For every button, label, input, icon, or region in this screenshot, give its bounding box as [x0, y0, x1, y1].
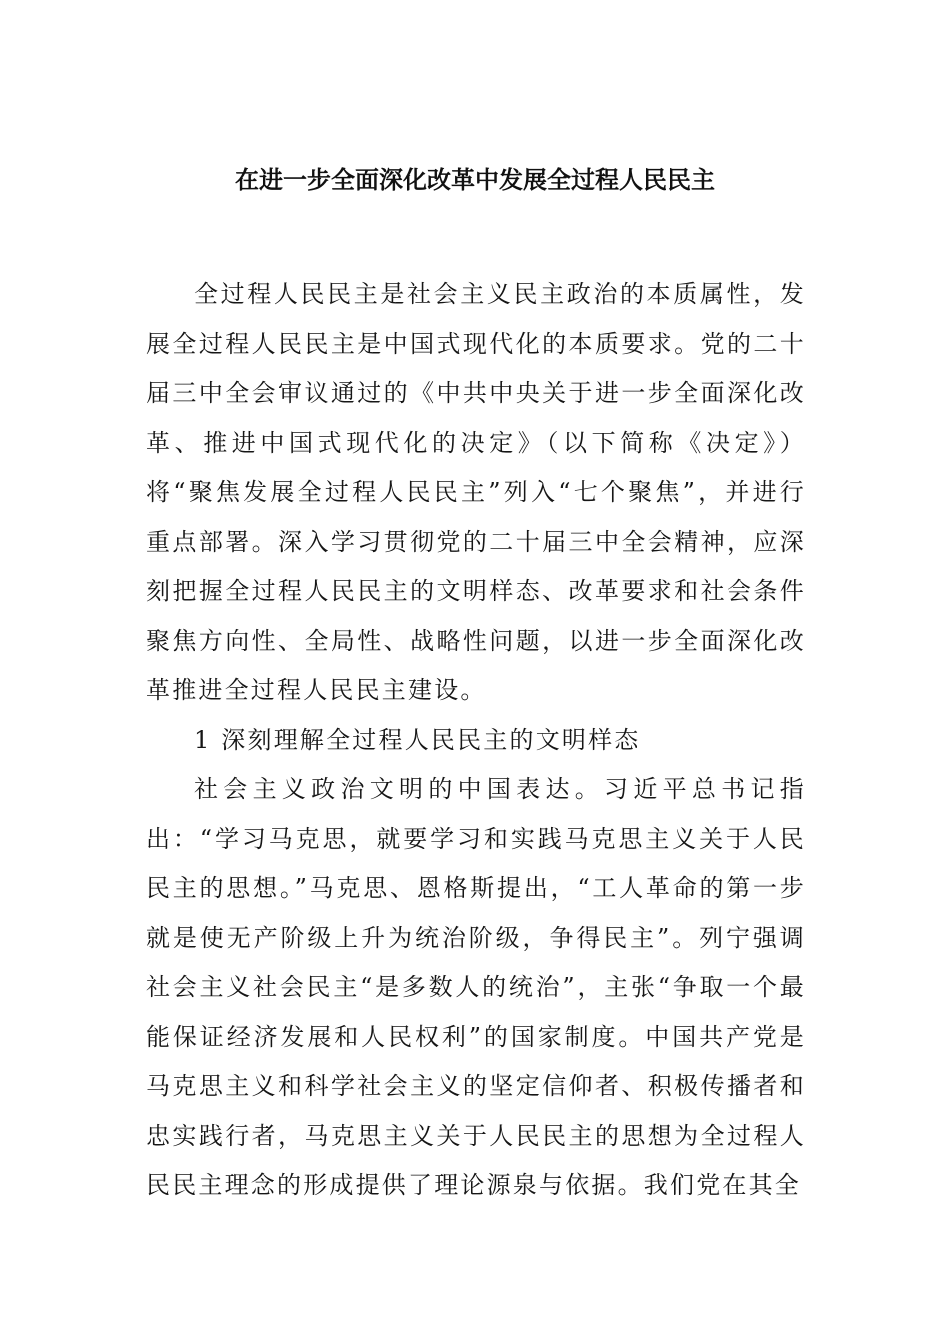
paragraph-intro: 全过程人民民主是社会主义民主政治的本质属性，发展全过程人民民主是中国式现代化的本质要求。党的二十届三中全会审议通过的《中共中央关于进一步全面深化改革、推进中国式现代化的决定》（以下简称《决定》）将“聚焦发展全过程人民民主”列入“七个聚焦”，并进行重点部署。深入学习贯彻党的二十届三中全会精神，应深刻把握全过程人民民主的文明样态、改革要求和社会条件聚焦方向性、全局性、战略性问题，以进一步全面深化改革推进全过程人民民主建设。 [146, 280, 806, 704]
paragraph-section-1: 社会主义政治文明的中国表达。习近平总书记指出：“学习马克思，就要学习和实践马克思主义关于人民民主的思想。”马克思、恩格斯提出，“工人革命的第一步就是使无产阶级上升为统治阶级，争得民主”。列宁强调社会主义社会民主“是多数人的统治”，主张“争取一个最能保证经济发展和人民权利”的国家制度。中国共产党是马克思主义和科学社会主义的坚定信仰者、积极传播者和忠实践行者，马克思主义关于人民民主的思想为全过程人民民主理念的形成提供了理论源泉与依据。我们党在其全 [146, 775, 806, 1199]
document-title: 在进一步全面深化改革中发展全过程人民民主 [235, 165, 715, 194]
document-body [146, 270, 806, 1211]
section-heading-1: 1 深刻理解全过程人民民主的文明样态 [194, 725, 641, 754]
